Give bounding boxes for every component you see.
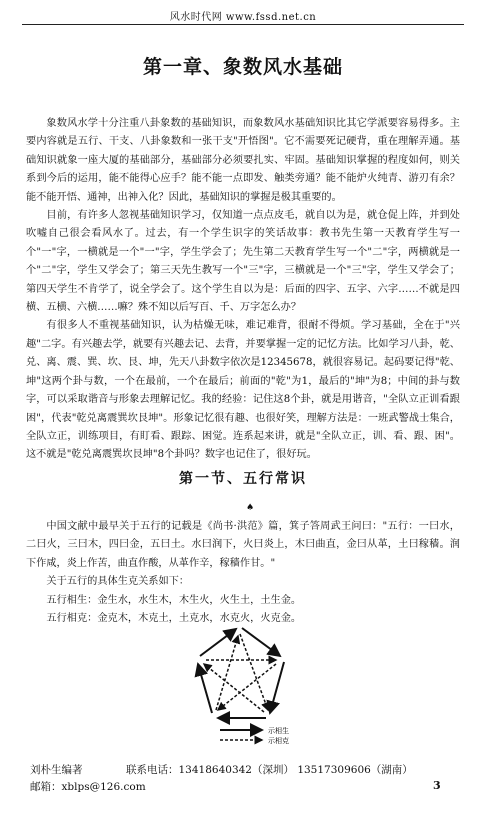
contact-email[interactable]: 邮箱：xblps@126.com	[30, 781, 146, 793]
wuxing-cycle-diagram	[190, 618, 300, 748]
ke-arrow-4	[218, 664, 276, 710]
intro-paragraph-1: 象数风水学十分注重八卦象数的基础知识，而象数风水基础知识比其它学派要容易得多。主要内容就是五行、干支、八卦象数和一张干支"开悟图"。它不需要死记硬背，重在理解弄通。基础知识就象一座大厦的基础部分，基础部分必须要扎实、牢固。基础知识掌握的程度如何，则关系到今后的运用，能不能得心应手？能不能一点即发、触类旁通？能不能炉火纯青、游刃有余？能不能开悟、通神，出神入化？因此，基础知识的掌握是极其重要的。	[26, 118, 460, 203]
sheng-cycle-arrows	[198, 628, 284, 718]
contact-phone: 联系电话：13418640342（深圳） 13517309606（湖南）	[126, 764, 413, 776]
wuxing-paragraph: 中国文献中最早关于五行的记载是《尚书·洪范》篇，箕子答周武王问曰："五行：一曰水，二曰火，三曰木，四曰金，五曰土。水曰润下，火曰炎上，木曰曲直，金曰从革，土曰稼穑。润下作咸，炎上作苦，曲直作酸，从革作辛，稼穑作甘。"	[26, 521, 460, 569]
page-header: 风水时代网 www.fssd.net.cn	[169, 12, 317, 23]
section-title: 第一节、五行常识	[179, 471, 307, 487]
intro-paragraph-3: 有很多人不重视基础知识，认为枯燥无味，难记难背，很耐不得烦。学习基础，全在于"兴趣"二字。有兴趣去学，就要有兴趣去记、去背，并要掌握一定的记忆方法。比如学习八卦，乾、兑、离、震、巽、坎、艮、坤，先天八卦数字依次是12345678，就很容易记。起码要记得"乾、坤"这两个卦与数，一个在最前，一个在最后；前面的"乾"为1，最后的"坤"为8；中间的卦与数字，可以采取谐音与形象去理解记忆。我的经验：记住这8个卦，就是用谐音，"全队立正训看跟困"，代表"乾兑离震巽坎艮坤"。形象记忆很有趣、也很好笑，理解方法是：一班武警战士集合，全队立正，训练项目，有盯看、跟踪、困觉。连系起来讲，就是"全队立正，训、看、跟、困"。这不就是"乾兑离震巽坎艮坤"8个卦吗？数字也记住了，很好玩。	[26, 320, 460, 461]
sheng-arrow-4	[198, 664, 212, 713]
spade-mark-icon: ♠	[246, 503, 255, 513]
ke-arrow-1	[240, 634, 268, 710]
sheng-line: 五行相生：金生水，水生木，木生火，火生土，土生金。	[46, 594, 302, 606]
ke-arrow-2	[204, 664, 264, 712]
ke-line: 五行相克：金克木，木克土，土克水，水克火，火克金。	[46, 613, 302, 625]
header-rule	[22, 24, 464, 25]
sheng-arrow-2	[270, 662, 284, 713]
legend-ke-label: 示相克	[268, 737, 289, 745]
intro-paragraph-2: 目前，有许多人忽视基础知识学习，仅知道一点点皮毛，就自以为是，就仓促上阵，并到处吹嘘自己很会看风水了。过去，有一个学生识字的笑话故事：教书先生第一天教育学生写一个"一"字，一横就是一个"一"字，学生学会了；先生第二天教育学生写一个"二"字，两横就是一个"二"字，学生又学会了；第三天先生教写一个"三"字，三横就是一个"三"字，学生又学会了；第四天学生不肯学了，说全学会了。这个学生自以为是：后面的四字、五字、六字……不就是四横、五横、六横……嘛？殊不知以后写百、千、万字怎么办？	[26, 210, 460, 314]
legend-sheng-label: 示相生	[268, 727, 289, 735]
sheng-arrow-1	[242, 628, 280, 656]
ke-arrow-5	[216, 636, 238, 710]
page-footer	[30, 762, 450, 796]
sheng-arrow-5	[200, 629, 236, 656]
page-number: 3	[433, 779, 441, 792]
chapter-title: 第一章、象数风水基础	[142, 56, 343, 78]
intro-text	[26, 115, 460, 465]
wuxing-text	[26, 518, 460, 628]
author: 刘朴生编著	[30, 764, 83, 776]
relation-intro: 关于五行的具体生克关系如下：	[46, 576, 190, 588]
